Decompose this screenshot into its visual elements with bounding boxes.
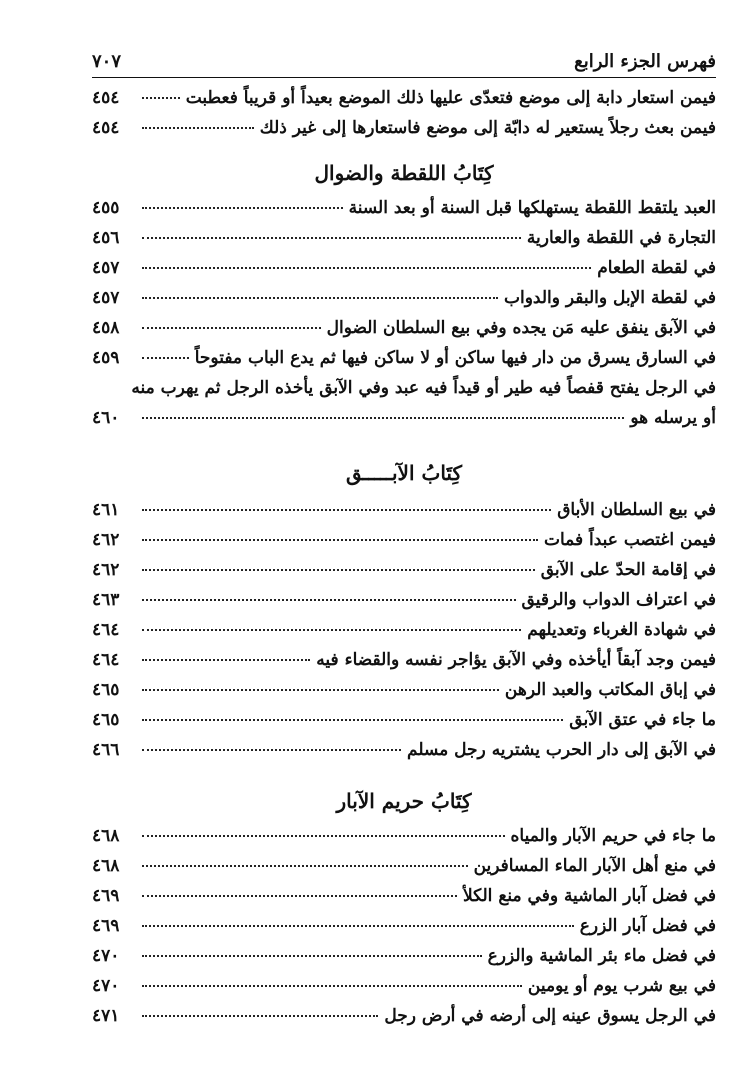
dot-leader — [142, 207, 343, 209]
entry-page: ٤٦١ — [92, 500, 120, 520]
index-entry — [92, 198, 716, 228]
index-entry — [92, 856, 716, 886]
entry-page: ٤٥٧ — [92, 258, 120, 278]
entry-title: في منع أهل الآبار الماء المسافرين — [473, 856, 716, 876]
dot-leader — [142, 659, 310, 661]
entry-title: في فضل ماء بئر الماشية والزرع — [487, 946, 716, 966]
entry-page: ٤٦٥ — [92, 680, 120, 700]
index-content — [92, 88, 716, 1036]
index-entry — [92, 408, 716, 438]
dot-leader — [142, 689, 499, 691]
dot-leader — [142, 297, 498, 299]
dot-leader — [142, 835, 505, 837]
entry-title: أو يرسله هو — [630, 408, 716, 428]
index-entry — [92, 318, 716, 348]
index-entry — [92, 258, 716, 288]
index-entry — [92, 620, 716, 650]
entry-page: ٤٥٤ — [92, 88, 120, 108]
entry-title-line1: في الرجل يفتح قفصاً فيه طير أو قيداً فيه عبد وفي الآبق يأخذه الرجل ثم يهرب منه — [131, 378, 716, 398]
entry-page: ٤٦٠ — [92, 408, 120, 428]
index-entry — [92, 826, 716, 856]
dot-leader — [142, 599, 516, 601]
entry-title: في فضل آبار الماشية وفي منع الكلأ — [462, 886, 716, 906]
entry-title: في لقطة الإبل والبقر والدواب — [503, 288, 716, 308]
entry-page: ٤٦٩ — [92, 916, 120, 936]
entry-title: ما جاء في عتق الآبق — [569, 710, 716, 730]
dot-leader — [142, 629, 521, 631]
section-heading: كِتَابُ حريم الآبار — [336, 789, 472, 813]
index-entry — [92, 560, 716, 590]
entry-title: فيمن اغتصب عبداً فمات — [543, 530, 716, 550]
index-entry — [92, 710, 716, 740]
dot-leader — [142, 1015, 378, 1017]
entry-title: في السارق يسرق من دار فيها ساكن أو لا ساكن فيها ثم يدع الباب مفتوحاً — [194, 348, 716, 368]
index-entry — [92, 650, 716, 680]
entry-title: فيمن بعث رجلاً يستعير له دابّة إلى موضع فاستعارها إلى غير ذلك — [259, 118, 716, 138]
entry-page: ٤٦٦ — [92, 740, 120, 760]
section-heading: كِتَابُ الآبـــــق — [346, 461, 462, 485]
entry-page: ٤٦٤ — [92, 620, 120, 640]
entry-title: في الرجل يسوق عينه إلى أرضه في أرض رجل — [384, 1006, 716, 1026]
entry-title: ما جاء في حريم الآبار والمياه — [510, 826, 716, 846]
entry-title: فيمن وجد آبقاً أيأخذه وفي الآبق يؤاجر نفسه والقضاء فيه — [316, 650, 716, 670]
dot-leader — [142, 237, 521, 239]
index-entry — [92, 916, 716, 946]
entry-page: ٤٦٢ — [92, 530, 120, 550]
dot-leader — [142, 509, 551, 511]
entry-title: في إباق المكاتب والعبد الرهن — [504, 680, 716, 700]
entry-title: في الآبق ينفق عليه مَن يجده وفي بيع السلطان الضوال — [326, 318, 716, 338]
dot-leader — [142, 865, 468, 867]
section-heading: كِتَابُ اللقطة والضوال — [314, 161, 494, 185]
entry-title: فيمن استعار دابة إلى موضع فتعدّى عليها ذلك الموضع بعيداً أو قريباً فعطبت — [185, 88, 716, 108]
index-entry — [92, 118, 716, 148]
dot-leader — [142, 357, 189, 359]
header-title: فهرس الجزء الرابع — [574, 51, 716, 72]
index-entry — [92, 740, 716, 770]
entry-page: ٤٥٦ — [92, 228, 120, 248]
dot-leader — [142, 97, 180, 99]
entry-page: ٤٦٢ — [92, 560, 120, 580]
index-entry — [92, 88, 716, 118]
entry-page: ٤٥٥ — [92, 198, 120, 218]
index-entry — [92, 976, 716, 1006]
dot-leader — [142, 955, 482, 957]
entry-page: ٤٧١ — [92, 1006, 120, 1026]
index-entry — [92, 288, 716, 318]
entry-title: العبد يلتقط اللقطة يستهلكها قبل السنة أو بعد السنة — [348, 198, 716, 218]
index-entry — [92, 1006, 716, 1036]
dot-leader — [142, 127, 254, 129]
entry-page: ٤٥٧ — [92, 288, 120, 308]
entry-page: ٤٥٩ — [92, 348, 120, 368]
index-entry — [92, 680, 716, 710]
entry-title: في الآبق إلى دار الحرب يشتريه رجل مسلم — [407, 740, 716, 760]
index-entry — [92, 500, 716, 530]
dot-leader — [142, 267, 591, 269]
entry-page: ٤٦٥ — [92, 710, 120, 730]
entry-title: في بيع السلطان الأباق — [557, 500, 716, 520]
index-entry — [92, 590, 716, 620]
header-page-number: ٧٠٧ — [92, 51, 122, 72]
entry-page: ٤٦٨ — [92, 856, 120, 876]
dot-leader — [142, 327, 321, 329]
header-divider — [92, 77, 716, 78]
entry-page: ٤٧٠ — [92, 946, 120, 966]
dot-leader — [142, 985, 522, 987]
entry-title: في اعتراف الدواب والرقيق — [521, 590, 716, 610]
entry-title: في شهادة الغرباء وتعديلهم — [527, 620, 716, 640]
entry-page: ٤٧٠ — [92, 976, 120, 996]
entry-title: في بيع شرب يوم أو يومين — [527, 976, 716, 996]
entry-page: ٤٥٨ — [92, 318, 120, 338]
index-entry-first-line — [92, 378, 716, 408]
dot-leader — [142, 417, 624, 419]
entry-page: ٤٥٤ — [92, 118, 120, 138]
entry-title: التجارة في اللقطة والعارية — [526, 228, 716, 248]
entry-page: ٤٦٩ — [92, 886, 120, 906]
entry-title: في إقامة الحدّ على الآبق — [540, 560, 716, 580]
index-entry — [92, 530, 716, 560]
entry-title: في فضل آبار الزرع — [579, 916, 716, 936]
index-entry — [92, 886, 716, 916]
entry-title: في لقطة الطعام — [597, 258, 716, 278]
dot-leader — [142, 925, 574, 927]
dot-leader — [142, 895, 457, 897]
entry-page: ٤٦٣ — [92, 590, 120, 610]
index-entry — [92, 946, 716, 976]
dot-leader — [142, 569, 535, 571]
entry-page: ٤٦٨ — [92, 826, 120, 846]
entry-page: ٤٦٤ — [92, 650, 120, 670]
index-entry — [92, 348, 716, 378]
index-entry — [92, 228, 716, 258]
dot-leader — [142, 749, 401, 751]
dot-leader — [142, 719, 563, 721]
dot-leader — [142, 539, 538, 541]
page-header — [92, 44, 716, 72]
